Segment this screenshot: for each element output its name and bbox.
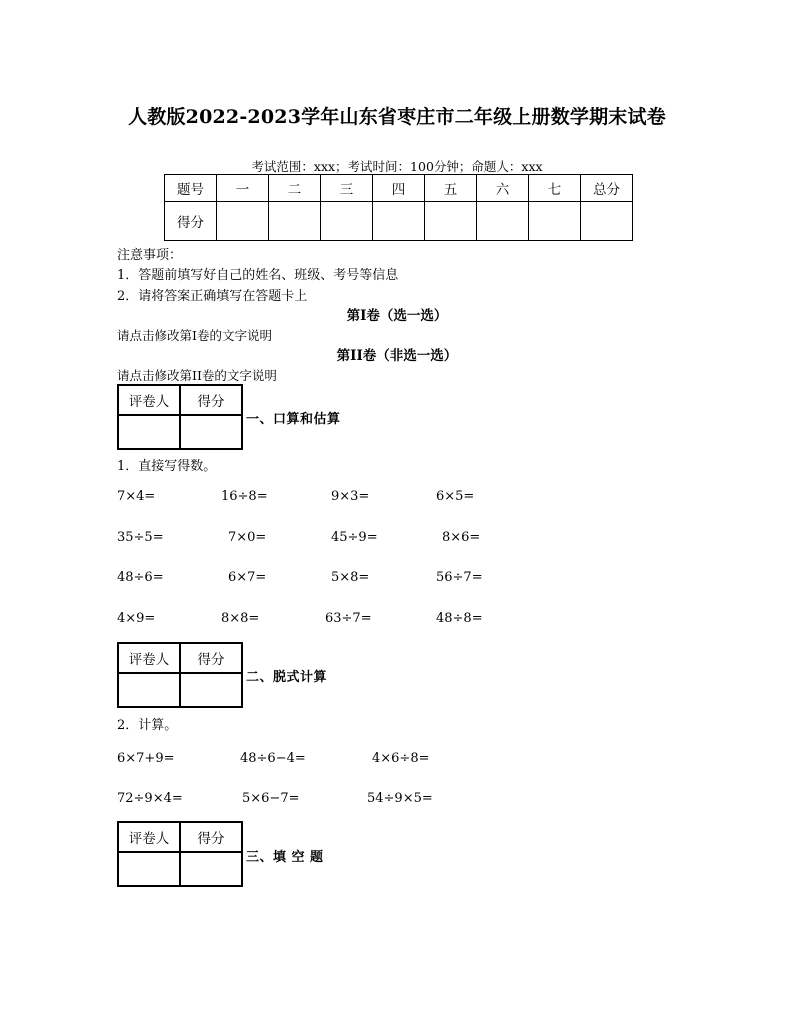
calc-item: 5×6−7= [242,791,300,806]
score-header-cell: 四 [373,175,425,202]
score-cell[interactable] [373,202,425,241]
section2-question: 2．计算。 [117,718,178,733]
calc-item: 72÷9×4= [117,791,183,806]
score-header-cell: 六 [477,175,529,202]
score-cell[interactable] [180,673,242,707]
score-header-cell: 总分 [581,175,633,202]
arithmetic-item: 7×0= [228,530,267,545]
score-row-label: 得分 [165,202,217,241]
grader-table [117,642,243,708]
arithmetic-item: 8×8= [221,611,260,626]
calc-item: 4×6÷8= [372,751,430,766]
score-cell[interactable] [180,852,242,886]
score-table [164,174,633,241]
section1-title: 一、口算和估算 [246,412,341,427]
score-header-cell: 一 [217,175,269,202]
arithmetic-item: 7×4= [117,489,156,504]
volume2-desc[interactable]: 请点击修改第II卷的文字说明 [117,368,277,383]
arithmetic-item: 56÷7= [436,570,483,585]
score-header-cell: 五 [425,175,477,202]
score-header-cell: 二 [269,175,321,202]
grader-label: 评卷人 [118,643,180,673]
grader-label: 评卷人 [118,385,180,415]
calc-item: 54÷9×5= [367,791,433,806]
page-title: 人教版2022-2023学年山东省枣庄市二年级上册数学期末试卷 [128,106,666,128]
score-table-header-row [165,175,633,202]
notes-item: 1．答题前填写好自己的姓名、班级、考号等信息 [117,268,399,283]
score-cell[interactable] [529,202,581,241]
notes-item: 2．请将答案正确填写在答题卡上 [117,289,308,304]
arithmetic-item: 6×5= [436,489,475,504]
arithmetic-item: 48÷8= [436,611,483,626]
section2-title: 二、脱式计算 [246,670,328,685]
arithmetic-item: 8×6= [442,530,481,545]
arithmetic-item: 45÷9= [331,530,378,545]
section3-title: 三、填 空 题 [246,850,324,865]
arithmetic-item: 6×7= [228,570,267,585]
score-header-cell: 题号 [165,175,217,202]
grader-cell[interactable] [118,673,180,707]
section1-question: 1．直接写得数。 [117,459,217,474]
volume1-desc[interactable]: 请点击修改第I卷的文字说明 [117,328,272,343]
arithmetic-item: 5×8= [331,570,370,585]
grader-cell[interactable] [118,852,180,886]
exam-info: 考试范围：xxx；考试时间：100分钟；命题人：xxx [251,159,543,174]
volume2-title: 第II卷（非选一选） [336,348,458,364]
score-cell[interactable] [321,202,373,241]
grader-label: 评卷人 [118,822,180,852]
arithmetic-item: 63÷7= [325,611,372,626]
score-cell[interactable] [217,202,269,241]
score-cell[interactable] [477,202,529,241]
grader-cell[interactable] [118,415,180,449]
grader-table [117,384,243,450]
volume1-title: 第I卷（选一选） [346,308,448,324]
grader-table [117,821,243,887]
calc-item: 6×7+9= [117,751,175,766]
score-cell[interactable] [425,202,477,241]
arithmetic-item: 4×9= [117,611,156,626]
notes-heading: 注意事项： [117,248,183,263]
score-cell[interactable] [581,202,633,241]
score-label: 得分 [180,385,242,415]
arithmetic-item: 9×3= [331,489,370,504]
score-header-cell: 七 [529,175,581,202]
score-label: 得分 [180,643,242,673]
arithmetic-item: 16÷8= [221,489,268,504]
score-label: 得分 [180,822,242,852]
score-table-score-row [165,202,633,241]
score-cell[interactable] [180,415,242,449]
arithmetic-item: 35÷5= [117,530,164,545]
calc-item: 48÷6−4= [240,751,306,766]
score-cell[interactable] [269,202,321,241]
score-header-cell: 三 [321,175,373,202]
arithmetic-item: 48÷6= [117,570,164,585]
